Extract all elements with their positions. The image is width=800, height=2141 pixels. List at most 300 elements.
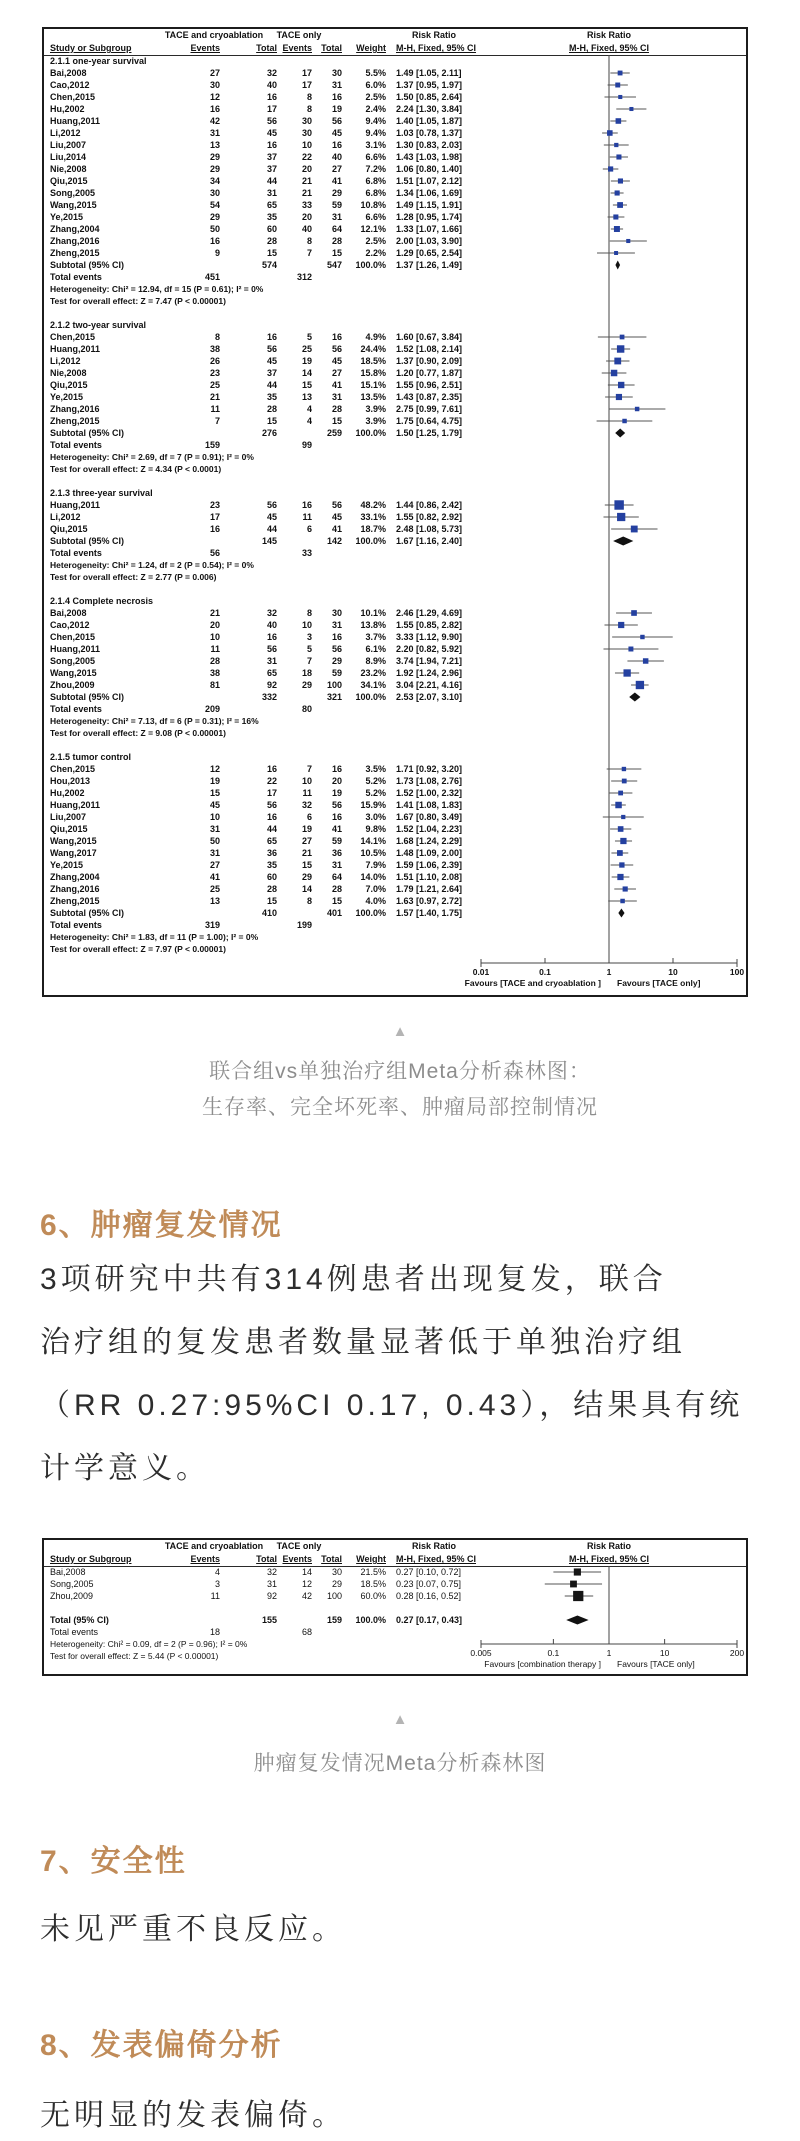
total1: 28: [266, 404, 277, 414]
total2: 45: [331, 512, 342, 522]
study-name: Wang,2017: [50, 848, 97, 858]
study-name: Chen,2015: [50, 92, 96, 102]
total1: 44: [266, 824, 277, 834]
events1: 21: [209, 608, 220, 618]
events1: 31: [209, 848, 220, 858]
risk-ratio-ci: 1.34 [1.06, 1.69]: [396, 188, 463, 198]
forest-study-row: [44, 379, 746, 391]
caption-line: 生存率、完全坏死率、肿瘤局部控制情况: [202, 1096, 598, 1119]
study-name: Nie,2008: [50, 368, 87, 378]
risk-ratio-ci: 1.55 [0.85, 2.82]: [396, 620, 463, 630]
subtotal-weight: 100.0%: [355, 536, 386, 546]
study-name: Song,2005: [50, 188, 96, 198]
total2: 19: [331, 104, 342, 114]
forest-study-row: [44, 367, 746, 379]
events2: 22: [301, 152, 312, 162]
events2: 30: [301, 116, 312, 126]
subtotal-ci: 1.50 [1.25, 1.79]: [396, 428, 463, 438]
weight: 34.1%: [360, 680, 386, 690]
forest-study-row: [44, 859, 746, 871]
forest-study-row: [44, 175, 746, 187]
total2: 16: [331, 332, 342, 342]
weight: 12.1%: [360, 224, 386, 234]
events2: 3: [306, 632, 312, 642]
events1: 8: [214, 332, 220, 342]
total2: 28: [331, 236, 342, 246]
events1: 41: [209, 872, 220, 882]
risk-ratio-ci: 1.03 [0.78, 1.37]: [396, 128, 463, 138]
svg-text:0.005: 0.005: [470, 1648, 492, 1658]
events2: 6: [306, 812, 312, 822]
events1: 11: [210, 1591, 220, 1601]
total2: 64: [331, 224, 342, 234]
study-name: Huang,2011: [50, 500, 101, 510]
risk-ratio-graph-header: Risk Ratio: [586, 1541, 632, 1551]
weight: 6.1%: [365, 644, 386, 654]
weight: 2.4%: [365, 104, 386, 114]
total1: 35: [266, 392, 277, 402]
events1: 34: [209, 176, 220, 186]
heterogeneity-text: Heterogeneity: Chi² = 1.83, df = 11 (P = 1.00); I² = 0%: [50, 932, 259, 942]
events1: 11: [210, 644, 220, 654]
subtotal-total2: 142: [326, 536, 342, 546]
events1: 13: [209, 140, 220, 150]
heterogeneity-text: Heterogeneity: Chi² = 1.24, df = 2 (P = 0.54); I² = 0%: [50, 560, 254, 570]
subtotal-total2: 401: [326, 908, 342, 918]
total-events1: 18: [209, 1627, 220, 1637]
weight: 5.2%: [365, 788, 386, 798]
subtotal-total1: 332: [261, 692, 277, 702]
total1: 22: [266, 776, 277, 786]
study-name: Qiu,2015: [50, 176, 88, 186]
total2: 100: [326, 680, 342, 690]
total1: 31: [266, 656, 277, 666]
total2: 31: [331, 620, 342, 630]
forest-study-row: [44, 643, 746, 655]
study-name: Liu,2014: [50, 152, 87, 162]
total1: 28: [266, 884, 277, 894]
total2: 30: [331, 1567, 342, 1577]
study-name: Zhang,2016: [50, 404, 100, 414]
forest-subtotal-row: [44, 907, 746, 919]
subtotal-total1: 276: [261, 428, 277, 438]
forest-study-row: [44, 139, 746, 151]
events2: 16: [301, 500, 312, 510]
total2: 59: [331, 200, 342, 210]
forest-study-row: [44, 1590, 746, 1602]
favours-right-label: Favours [TACE only]: [617, 978, 701, 988]
study-name: Wang,2015: [50, 200, 97, 210]
heterogeneity-text: Heterogeneity: Chi² = 7.13, df = 6 (P = 0.31); I² = 16%: [50, 716, 259, 726]
forest-overall-effect-row: [44, 1650, 746, 1662]
weight: 18.7%: [360, 524, 386, 534]
favours-left-label: Favours [combination therapy ]: [484, 1659, 601, 1669]
events1: 54: [209, 200, 220, 210]
events1: 38: [209, 344, 220, 354]
total1: 32: [266, 608, 277, 618]
forest-heterogeneity-row: [44, 715, 746, 727]
weight: 3.1%: [365, 140, 386, 150]
total2: 31: [331, 860, 342, 870]
events2: 10: [301, 140, 312, 150]
events2: 4: [306, 416, 312, 426]
forest-study-row: [44, 607, 746, 619]
total2: 56: [331, 344, 342, 354]
total2: 56: [331, 116, 342, 126]
risk-ratio-ci: 1.37 [0.90, 2.09]: [396, 356, 463, 366]
total1: 92: [266, 1591, 277, 1601]
forest-axis: [465, 958, 745, 988]
forest-study-row: [44, 895, 746, 907]
total1: 65: [266, 668, 277, 678]
total2: 59: [331, 668, 342, 678]
events2: 27: [301, 836, 312, 846]
study-name: Qiu,2015: [50, 380, 88, 390]
section6-heading: 6、肿瘤复发情况: [40, 1209, 283, 1242]
total1: 35: [266, 212, 277, 222]
weight: 21.5%: [360, 1567, 386, 1577]
total2: 56: [331, 500, 342, 510]
forest-study-row: [44, 211, 746, 223]
study-name: Li,2012: [50, 128, 81, 138]
subtotal-label: Subtotal (95% CI): [50, 260, 125, 270]
total1: 92: [266, 680, 277, 690]
total1: 15: [266, 416, 277, 426]
events1: 13: [209, 896, 220, 906]
heterogeneity-text: Heterogeneity: Chi² = 12.94, df = 15 (P = 0.61); I² = 0%: [50, 284, 264, 294]
paragraph-line: 3项研究中共有314例患者出现复发，联合: [40, 1263, 667, 1296]
events1: 11: [210, 404, 220, 414]
risk-ratio-ci: 1.40 [1.05, 1.87]: [396, 116, 463, 126]
total2: 59: [331, 836, 342, 846]
total2: 36: [331, 848, 342, 858]
total2: 15: [331, 896, 342, 906]
total-events2: 33: [301, 548, 312, 558]
forest-study-row: [44, 775, 746, 787]
heterogeneity-text: Heterogeneity: Chi² = 0.09, df = 2 (P = 0.96); I² = 0%: [50, 1639, 248, 1649]
risk-ratio-ci: 1.30 [0.83, 2.03]: [396, 140, 463, 150]
total1: 37: [266, 164, 277, 174]
events2: 8: [306, 236, 312, 246]
events1: 26: [209, 356, 220, 366]
forest-study-row: [44, 847, 746, 859]
events2: 11: [302, 788, 312, 798]
forest-study-row: [44, 235, 746, 247]
forest-subtotal-row: [44, 427, 746, 439]
risk-ratio-ci: 1.50 [0.85, 2.64]: [396, 92, 463, 102]
risk-ratio-ci: 1.67 [0.80, 3.49]: [396, 812, 463, 822]
events2: 12: [301, 1579, 312, 1589]
forest-total-events-row: [44, 439, 746, 451]
study-name: Bai,2008: [50, 68, 87, 78]
events2: 32: [301, 800, 312, 810]
forest-subgroup-label: [44, 55, 746, 67]
study-name: Zhou,2009: [50, 1591, 94, 1601]
subtotal-total1: 145: [261, 536, 277, 546]
total2-column-header: Total: [321, 1554, 342, 1564]
section8-heading: 8、发表偏倚分析: [40, 2029, 283, 2062]
forest-study-row: [44, 199, 746, 211]
total2: 56: [331, 644, 342, 654]
risk-ratio-header: Risk Ratio: [411, 30, 457, 40]
forest-header-columns: [44, 42, 746, 56]
study-name: Ye,2015: [50, 212, 84, 222]
total1-column-header: Total: [256, 1554, 277, 1564]
forest-study-row: [44, 631, 746, 643]
weight: 3.0%: [365, 812, 386, 822]
weight: 7.2%: [365, 164, 386, 174]
group2-header: TACE only: [276, 30, 322, 40]
total-events2: 312: [296, 272, 312, 282]
weight: 9.8%: [365, 824, 386, 834]
subtotal-label: Subtotal (95% CI): [50, 908, 125, 918]
events2: 30: [301, 128, 312, 138]
forest-overall-effect-row: [44, 463, 746, 475]
risk-ratio-ci: 1.37 [0.95, 1.97]: [396, 80, 463, 90]
forest-heterogeneity-row: [44, 1638, 746, 1650]
total2: 30: [331, 68, 342, 78]
events2: 15: [301, 380, 312, 390]
forest-plot2-caption: 肿瘤复发情况Meta分析森林图: [253, 1752, 547, 1775]
risk-ratio-ci: 1.44 [0.86, 2.42]: [396, 500, 463, 510]
events1: 30: [209, 80, 220, 90]
weight: 3.7%: [365, 632, 386, 642]
forest-heterogeneity-row: [44, 931, 746, 943]
weight: 6.0%: [365, 80, 386, 90]
total2: 31: [331, 212, 342, 222]
total1: 45: [266, 128, 277, 138]
total-events-label: Total events: [50, 272, 102, 282]
total2: 16: [331, 812, 342, 822]
study-name: Zhang,2016: [50, 884, 100, 894]
events1: 12: [209, 92, 220, 102]
subtotal-ci: 1.67 [1.16, 2.40]: [396, 536, 463, 546]
events2: 25: [301, 344, 312, 354]
risk-ratio-ci: 1.59 [1.06, 2.39]: [396, 860, 463, 870]
total1: 45: [266, 512, 277, 522]
study-name: Bai,2008: [50, 608, 87, 618]
svg-text:10: 10: [668, 967, 678, 977]
study-column-header: Study or Subgroup: [50, 43, 132, 53]
group1-header: TACE and cryoablation: [164, 1541, 264, 1551]
total2: 20: [331, 776, 342, 786]
forest-header-groups: [44, 1540, 746, 1553]
weight: 3.5%: [365, 764, 386, 774]
weight: 15.8%: [360, 368, 386, 378]
events1: 23: [209, 368, 220, 378]
events2: 20: [301, 212, 312, 222]
forest-study-row: [44, 103, 746, 115]
risk-ratio-ci: 1.60 [0.67, 3.84]: [396, 332, 463, 342]
total2: 100: [326, 1591, 342, 1601]
total2: 16: [331, 140, 342, 150]
study-column-header: Study or Subgroup: [50, 1554, 132, 1564]
events2: 4: [306, 404, 312, 414]
forest-total-events-row: [44, 1626, 746, 1638]
method-graph-header: M-H, Fixed, 95% CI: [568, 43, 650, 53]
risk-ratio-ci: 0.23 [0.07, 0.75]: [396, 1579, 462, 1589]
events1: 45: [209, 800, 220, 810]
events1: 16: [209, 104, 220, 114]
total1-column-header: Total: [256, 43, 277, 53]
events1: 10: [209, 812, 220, 822]
events1: 21: [209, 392, 220, 402]
study-name: Huang,2011: [50, 644, 101, 654]
total1: 36: [266, 848, 277, 858]
events1: 29: [209, 212, 220, 222]
section8-body: 无明显的发表偏倚。: [40, 2099, 346, 2132]
forest-study-row: [44, 511, 746, 523]
forest-subtotal-row: [44, 535, 746, 547]
risk-ratio-ci: 1.49 [1.15, 1.91]: [396, 200, 463, 210]
forest-study-row: [44, 247, 746, 259]
forest-study-row: [44, 667, 746, 679]
total2: 15: [331, 416, 342, 426]
events1: 29: [209, 152, 220, 162]
study-name: Wang,2015: [50, 668, 97, 678]
events1: 27: [209, 68, 220, 78]
total1: 56: [266, 116, 277, 126]
subtotal-ci: 0.27 [0.17, 0.43]: [396, 1615, 463, 1625]
total1: 35: [266, 860, 277, 870]
weight: 7.9%: [365, 860, 386, 870]
forest-study-row: [44, 343, 746, 355]
weight: 15.9%: [360, 800, 386, 810]
events2: 33: [301, 200, 312, 210]
total2: 28: [331, 404, 342, 414]
total1: 17: [266, 788, 277, 798]
events2: 8: [306, 104, 312, 114]
events1: 27: [209, 860, 220, 870]
events1: 38: [209, 668, 220, 678]
risk-ratio-ci: 1.55 [0.82, 2.92]: [396, 512, 463, 522]
total1: 31: [266, 1579, 277, 1589]
forest-study-row: [44, 823, 746, 835]
total1: 16: [266, 332, 277, 342]
total1: 16: [266, 632, 277, 642]
svg-text:0.1: 0.1: [547, 1648, 560, 1658]
total2: 29: [331, 656, 342, 666]
total2-column-header: Total: [321, 43, 342, 53]
forest-study-row: [44, 763, 746, 775]
risk-ratio-ci: 0.27 [0.10, 0.72]: [396, 1567, 462, 1577]
forest-plot-recurrence: [42, 1538, 748, 1676]
risk-ratio-graph-header: Risk Ratio: [586, 30, 632, 40]
weight: 4.0%: [365, 896, 386, 906]
forest-study-row: [44, 1578, 746, 1590]
study-name: Bai,2008: [50, 1567, 86, 1577]
forest-overall-effect-row: [44, 295, 746, 307]
study-name: Zheng,2015: [50, 248, 100, 258]
forest-study-row: [44, 799, 746, 811]
events1: 23: [209, 500, 220, 510]
forest-header-columns: [44, 1553, 746, 1567]
forest-study-row: [44, 127, 746, 139]
total2: 45: [331, 356, 342, 366]
risk-ratio-ci: 2.48 [1.08, 5.73]: [396, 524, 463, 534]
total1: 65: [266, 200, 277, 210]
events2: 21: [301, 188, 312, 198]
events2: 7: [306, 248, 312, 258]
triangle-up-icon: ▲: [392, 1711, 408, 1728]
subtotal-weight: 100.0%: [355, 428, 386, 438]
total1: 16: [266, 764, 277, 774]
study-name: Qiu,2015: [50, 524, 88, 534]
weight: 14.1%: [360, 836, 386, 846]
total-events2: 68: [301, 1627, 312, 1637]
overall-effect-text: Test for overall effect: Z = 7.47 (P < 0.00001): [50, 296, 226, 306]
subgroup-label: 2.1.5 tumor control: [50, 752, 132, 762]
forest-study-row: [44, 1566, 746, 1578]
events1: 50: [209, 224, 220, 234]
weight: 33.1%: [360, 512, 386, 522]
subtotal-weight: 100.0%: [355, 260, 386, 270]
events2: 7: [306, 764, 312, 774]
forest-heterogeneity-row: [44, 283, 746, 295]
svg-text:10: 10: [659, 1648, 670, 1658]
study-name: Huang,2011: [50, 116, 101, 126]
subtotal-total2: 159: [326, 1615, 342, 1625]
total-events1: 209: [204, 704, 220, 714]
weight: 18.5%: [360, 356, 386, 366]
group1-header: TACE and cryoablation: [164, 30, 264, 40]
forest-study-row: [44, 403, 746, 415]
paragraph-line: （RR 0.27:95%CI 0.17, 0.43），结果具有统: [40, 1389, 744, 1422]
study-name: Zheng,2015: [50, 416, 100, 426]
forest-study-row: [44, 187, 746, 199]
total-events1: 159: [204, 440, 220, 450]
weight: 6.6%: [365, 212, 386, 222]
risk-ratio-ci: 3.74 [1.94, 7.21]: [396, 656, 463, 666]
study-name: Huang,2011: [50, 344, 101, 354]
forest-study-row: [44, 883, 746, 895]
events1: 7: [214, 416, 220, 426]
subtotal-total2: 259: [326, 428, 342, 438]
total-events2: 80: [301, 704, 312, 714]
subgroup-label: 2.1.3 three-year survival: [50, 488, 153, 498]
risk-ratio-ci: 0.28 [0.16, 0.52]: [396, 1591, 462, 1601]
overall-effect-text: Test for overall effect: Z = 9.08 (P < 0.00001): [50, 728, 226, 738]
study-name: Ye,2015: [50, 860, 84, 870]
forest-study-row: [44, 619, 746, 631]
risk-ratio-ci: 1.51 [1.10, 2.08]: [396, 872, 463, 882]
events2: 5: [306, 332, 312, 342]
events1: 12: [209, 764, 220, 774]
total1: 56: [266, 644, 277, 654]
weight: 10.5%: [360, 848, 386, 858]
paragraph-line: 治疗组的复发患者数量显著低于单独治疗组: [40, 1326, 686, 1359]
forest-subgroup-label: [44, 751, 746, 763]
risk-ratio-ci: 1.75 [0.64, 4.75]: [396, 416, 463, 426]
events2: 21: [301, 176, 312, 186]
total-events1: 451: [204, 272, 220, 282]
risk-ratio-ci: 1.33 [1.07, 1.66]: [396, 224, 463, 234]
risk-ratio-ci: 2.24 [1.30, 3.84]: [396, 104, 463, 114]
study-name: Chen,2015: [50, 764, 96, 774]
subtotal-ci: 1.57 [1.40, 1.75]: [396, 908, 463, 918]
study-name: Zhang,2004: [50, 872, 100, 882]
study-name: Zheng,2015: [50, 896, 100, 906]
risk-ratio-ci: 1.29 [0.65, 2.54]: [396, 248, 463, 258]
events2: 5: [306, 644, 312, 654]
events1-column-header: Events: [190, 1554, 220, 1564]
study-name: Cao,2012: [50, 620, 90, 630]
risk-ratio-ci: 1.68 [1.24, 2.29]: [396, 836, 463, 846]
total2: 29: [331, 188, 342, 198]
total1: 28: [266, 236, 277, 246]
total2: 27: [331, 164, 342, 174]
forest-study-row: [44, 223, 746, 235]
